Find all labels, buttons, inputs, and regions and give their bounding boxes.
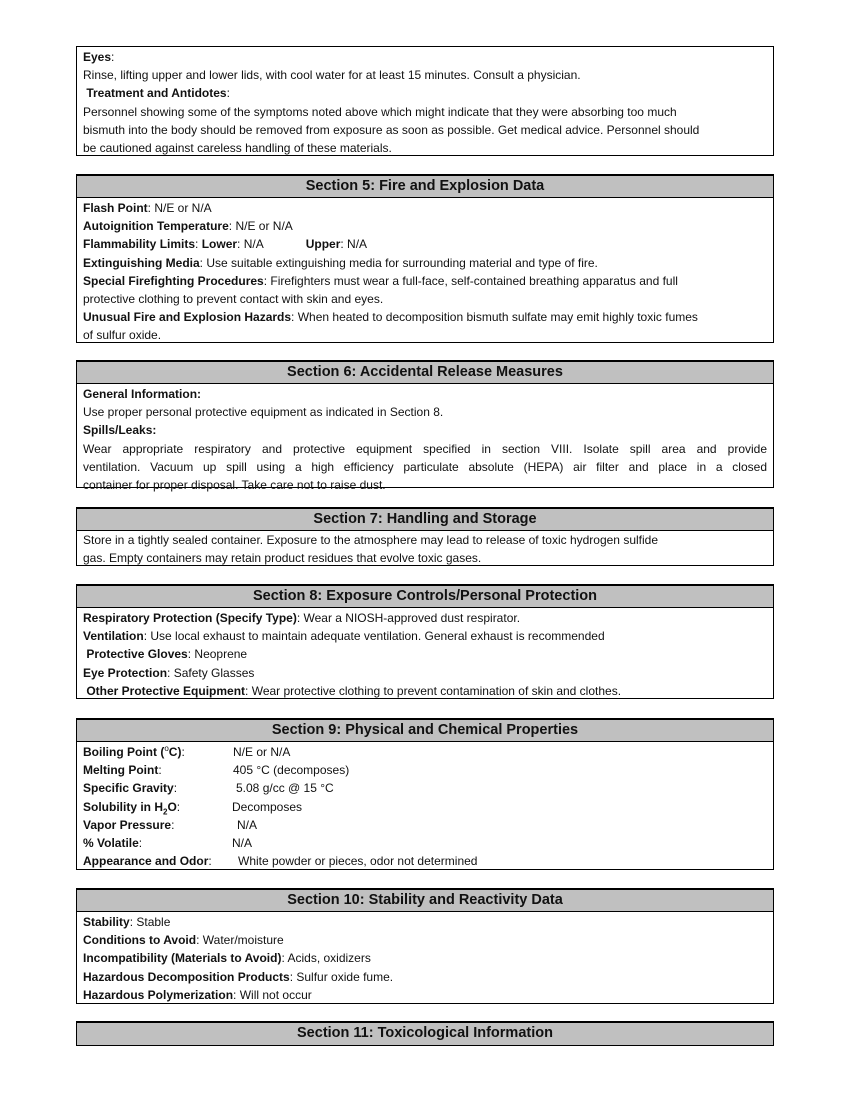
treatment-label: Treatment and Antidotes	[86, 86, 227, 101]
flammability-label: Flammability Limits	[83, 237, 196, 252]
upper-value: : N/A	[340, 237, 368, 252]
treatment-text-1: Personnel showing some of the symptoms noted above which might indicate that they were absorbing too much	[83, 104, 677, 119]
degree-sup: o	[164, 744, 169, 753]
unusual-hazards-value: : When heated to decomposition bismuth sulfate may emit highly toxic fumes	[291, 310, 698, 325]
flash-point-label: Flash Point	[83, 201, 148, 215]
polymerization-value: : Will not occur	[233, 987, 312, 1002]
section-9-box: Section 9: Physical and Chemical Properties Boiling Point ($^o$C): N/E or N/A Melting Point: 405 °C (decomposes) Specific Gravity: 5.08 g/cc @ 15 °C Solubility in $H_2O$: Decomposes Vapor Pressure: N/A % Volatile: N/A Appearance and Odor: White powder or pieces, odor not determined	[76, 718, 774, 870]
section-8-title: Section 8: Exposure Controls/Personal Protection	[77, 586, 773, 608]
polymerization-label: Hazardous Polymerization	[83, 987, 234, 1002]
gloves-label: Protective Gloves	[86, 647, 188, 662]
extinguishing-value: : Use suitable extinguishing media for surrounding material and type of fire.	[199, 255, 598, 270]
boiling-point-label: Boiling Point (	[83, 745, 165, 759]
conditions-value: : Water/moisture	[196, 933, 284, 948]
vapor-pressure-label: Vapor Pressure	[83, 817, 172, 832]
melting-point-label: Melting Point	[83, 763, 159, 778]
spills-text-2: ventilation. Vacuum up spill using a high efficiency particulate absolute (HEPA) air filter and place in a closed	[83, 459, 767, 474]
special-procedures-line-2: protective clothing to prevent contact with skin and eyes.	[83, 291, 384, 306]
section-7-box	[76, 507, 774, 566]
volatile-value: N/A	[232, 835, 253, 850]
melting-point-value: 405 °C (decomposes)	[233, 763, 350, 778]
handling-text-2: gas. Empty containers may retain product residues that evolve toxic gases.	[83, 551, 482, 566]
incompatibility-label: Incompatibility (Materials to Avoid)	[83, 951, 282, 966]
solubility-label: Solubility in H	[83, 799, 163, 814]
specific-gravity-value: 5.08 g/cc @ 15 °C	[236, 781, 334, 796]
section-6-title: Section 6: Accidental Release Measures	[77, 362, 773, 384]
section-10-title: Section 10: Stability and Reactivity Data	[77, 890, 773, 912]
flash-point-value: : N/E or N/A	[147, 201, 212, 215]
incompatibility-value: : Acids, oxidizers	[281, 951, 371, 966]
decomposition-label: Hazardous Decomposition Products	[83, 969, 290, 984]
special-procedures-label: Special Firefighting Procedures	[83, 273, 264, 288]
section-5-title: Section 5: Fire and Explosion Data	[77, 176, 773, 198]
section-8-box	[76, 584, 774, 699]
spills-text-1: Wear appropriate respiratory and protective equipment specified in section VIII. Isolate spill area and provide	[83, 441, 767, 456]
other-equipment-label: Other Protective Equipment	[86, 683, 246, 698]
eye-protection-value: : Safety Glasses	[167, 665, 255, 680]
volatile-label: % Volatile	[83, 835, 139, 850]
section-10-box	[76, 888, 774, 1004]
treatment-text-2: bismuth into the body should be removed from exposure as soon as possible. Get medical advice. Personnel should	[83, 122, 700, 137]
section-6-box	[76, 360, 774, 492]
autoignition-label: Autoignition Temperature	[83, 219, 229, 234]
general-info-label: General Information:	[83, 387, 202, 401]
stability-label: Stability	[83, 915, 130, 929]
specific-gravity-label: Specific Gravity	[83, 781, 174, 796]
general-info-text: Use proper personal protective equipment as indicated in Section 8.	[83, 405, 444, 420]
vapor-pressure-value: N/A	[237, 817, 258, 832]
special-procedures-value: : Firefighters must wear a full-face, self-contained breathing apparatus and full	[263, 273, 678, 288]
spills-text-3: container for proper disposal. Take care not to raise dust.	[83, 477, 386, 492]
eyes-text: Rinse, lifting upper and lower lids, with cool water for at least 15 minutes. Consult a physician.	[83, 68, 581, 83]
section-11-title: Section 11: Toxicological Information	[77, 1023, 773, 1045]
appearance-value: White powder or pieces, odor not determined	[238, 854, 478, 869]
upper-label: Upper	[305, 237, 341, 252]
lower-label: Lower	[201, 237, 238, 252]
first-aid-continuation-box: Eyes: Rinse, lifting upper and lower lids, with cool water for at least 15 minutes. Consult a physician. Treatment and Antidotes: Personnel showing some of the symptoms noted above which might indicate that they were absorbing too much bismuth into the body should be removed from exposure as soon as possible. Get medical advice. Personnel should be cautioned against careless handling of these materials.	[76, 46, 774, 156]
treatment-text-3: be cautioned against careless handling of these materials.	[83, 140, 392, 155]
spills-label: Spills/Leaks:	[83, 423, 157, 438]
extinguishing-label: Extinguishing Media	[83, 255, 200, 270]
gloves-value: : Neoprene	[187, 647, 248, 662]
solubility-value: Decomposes	[232, 799, 303, 814]
autoignition-value: : N/E or N/A	[228, 219, 293, 234]
eye-protection-label: Eye Protection	[83, 665, 168, 680]
respiratory-value: : Wear a NIOSH-approved dust respirator.	[296, 611, 521, 625]
section-5-box: Section 5: Fire and Explosion Data Flash Point: N/E or N/A Autoignition Temperature: N/E or N/A Flammability Limits: Lower: N/A Upper: N/A Extinguishing Media: Use suitable extinguishing media for surrounding material and type of fire. Special Firefighting Procedures: Firefighters must wear a full-face, self-contained breathing apparatus and full protective clothing to prevent contact with skin and eyes. Unusual Fire and Explosion Hazards: When heated to decomposition bismuth sulfate may emit highly toxic fumes of sulfur oxide.	[76, 174, 774, 343]
handling-text-1: Store in a tightly sealed container. Exposure to the atmosphere may lead to release of toxic hydrogen sulfide	[83, 533, 659, 547]
lower-value: : N/A	[237, 237, 264, 252]
section-9-title: Section 9: Physical and Chemical Properties	[77, 720, 773, 742]
unusual-hazards-label: Unusual Fire and Explosion Hazards	[83, 310, 292, 325]
other-equipment-value: : Wear protective clothing to prevent contamination of skin and clothes.	[245, 683, 622, 698]
unusual-hazards-line-2: of sulfur oxide.	[83, 328, 162, 343]
decomposition-value: : Sulfur oxide fume.	[289, 969, 394, 984]
ventilation-label: Ventilation	[83, 629, 144, 644]
respiratory-label: Respiratory Protection (Specify Type)	[83, 611, 297, 625]
conditions-label: Conditions to Avoid	[83, 933, 197, 948]
ventilation-value: : Use local exhaust to maintain adequate ventilation. General exhaust is recommended	[143, 629, 605, 644]
section-11-box	[76, 1021, 774, 1046]
eyes-label: Eyes	[83, 50, 112, 64]
section-7-title: Section 7: Handling and Storage	[77, 509, 773, 531]
boiling-point-value: N/E or N/A	[233, 745, 291, 759]
stability-value: : Stable	[129, 915, 171, 929]
appearance-label: Appearance and Odor	[83, 854, 209, 869]
